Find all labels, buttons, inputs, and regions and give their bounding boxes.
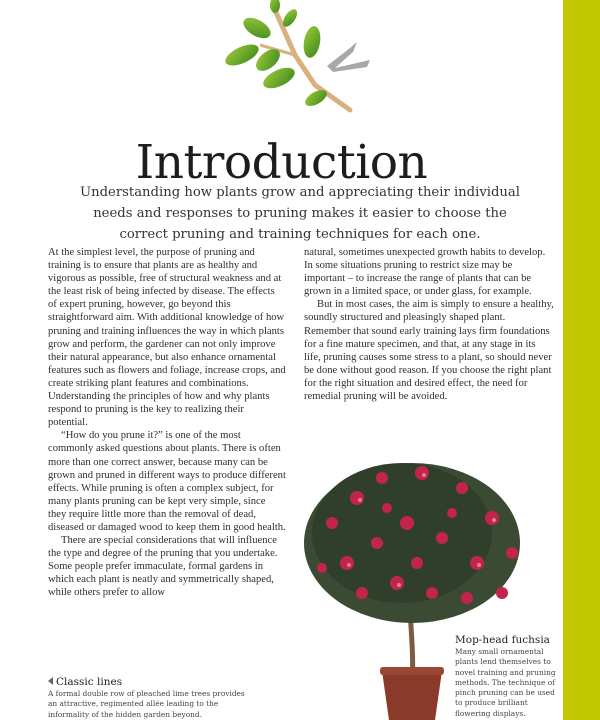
paragraph: There are special considerations that will influence the type and degree of the pruning that you undertake. Some people prefer immaculate, formal gardens in which each plant is neatly and symmetrically shaped, while others prefer to allow (48, 535, 278, 599)
arrow-left-icon (48, 677, 53, 685)
paragraph: But in most cases, the aim is simply to ensure a healthy, soundly structured and pleasingly shaped plant. Remember that sound early training lays firm foundations for a fine mature specimen, and that, at any stage in its life, pruning causes some stress to a plant, so should never be done without good reason. If you choose the right plant for the right situation and desired effect, the need for remedial pruning will be avoided. (304, 299, 554, 403)
paragraph: At the simplest level, the purpose of pruning and training is to ensure that plants are as healthy and vigorous as possible, free of structural weakness and at the least risk of being infected by disease. The effects of expert pruning, however, go beyond this straightforward aim. With additional knowledge of how pruning and training influences the way in which plants grow and perform, the gardener can not only improve their natural appearance, but also enhance ornamental features such as flowers and foliage, increase crops, and create striking plant features and combinations. Understanding the principles of how and why plants respond to pruning is the key to realizing their potential. (48, 247, 286, 429)
caption-title: Mop-head fuchsia (455, 634, 550, 646)
paragraph: “How do you prune it?” is one of the most commonly asked questions about plants. There is often more than one correct answer, because many can be grown and pruned in different ways to produce different effects. While pruning is often a complex subject, for many plants pruning can be kept very simple, since they require little more than the removal of dead, diseased or damaged wood to keep them in good health. (48, 430, 286, 533)
body-column-left (48, 246, 286, 600)
page-title: Introduction (135, 135, 428, 191)
standfirst: Understanding how plants grow and appreciating their individual needs and responses to pruning makes it easier to choose the correct pruning and training techniques for each one. (79, 185, 521, 243)
accent-side-strip (563, 0, 600, 720)
caption-title-text: Classic lines (56, 676, 123, 688)
caption-body: Many small ornamental plants lend themselves to novel training and pruning methods. The technique of pinch pruning can be used to produce brilliant flowering displays. (455, 647, 556, 718)
caption-fuchsia (455, 634, 563, 719)
caption-title (48, 676, 248, 688)
leafy-branch-with-secateurs-icon (215, 0, 385, 115)
caption-body: A formal double row of pleached lime trees provides an attractive, regimented allée leading to the informality of the hidden garden beyond. (48, 689, 245, 719)
body-column-right (304, 246, 554, 403)
caption-classic-lines (48, 676, 248, 720)
paragraph: natural, sometimes unexpected growth habits to develop. In some situations pruning to restrict size may be important – to increase the range of plants that can be grown in a limited space, or under glass, for example. (304, 247, 546, 298)
